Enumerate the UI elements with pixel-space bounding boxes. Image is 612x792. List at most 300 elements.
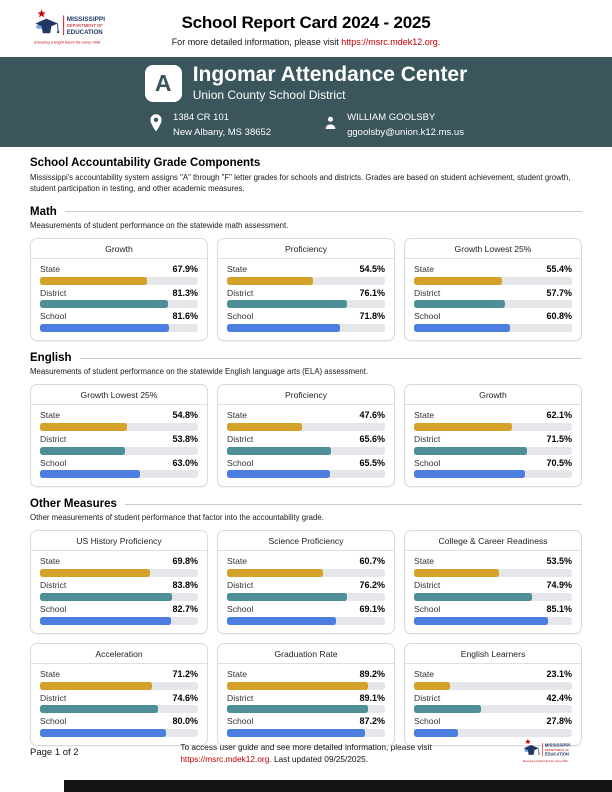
metric-head — [40, 410, 198, 421]
metric-head — [40, 264, 198, 275]
metric-row-school — [227, 604, 385, 625]
card-title: Growth Lowest 25% — [405, 239, 581, 259]
metric-bar-track — [227, 324, 385, 332]
location-pin-icon — [148, 113, 164, 138]
metric-value: 82.7% — [172, 603, 198, 614]
metric-bar-fill — [414, 300, 505, 308]
section-heading-english — [30, 352, 582, 364]
metric-label: School — [40, 311, 67, 322]
metric-bar-fill — [227, 300, 347, 308]
card-title: Acceleration — [31, 644, 207, 664]
address-line1: 1384 CR 101 — [173, 112, 230, 124]
metric-bar-fill — [414, 569, 499, 577]
section-heading-math — [30, 206, 582, 218]
metric-head — [227, 604, 385, 615]
metric-bar-fill — [227, 705, 368, 713]
metric-label: District — [414, 433, 441, 444]
card-body — [405, 664, 581, 745]
metric-head — [40, 716, 198, 727]
measure-card-science-proficiency — [217, 530, 395, 633]
metric-label: District — [40, 433, 67, 444]
metric-bar-fill — [40, 617, 171, 625]
metric-head — [414, 669, 572, 680]
accountability-heading: School Accountability Grade Components — [30, 157, 261, 169]
footer-note — [180, 741, 431, 765]
metric-label: School — [40, 457, 67, 468]
metric-value: 60.7% — [359, 556, 385, 567]
metric-row-state — [40, 669, 198, 690]
metric-label: School — [40, 716, 67, 727]
address-block — [148, 111, 271, 140]
metric-bar-track — [40, 470, 198, 478]
card-body — [405, 405, 581, 486]
metric-bar-fill — [414, 729, 458, 737]
metric-value: 55.4% — [546, 263, 572, 274]
metric-head — [227, 669, 385, 680]
metric-row-school — [40, 458, 198, 479]
metric-bar-fill — [414, 423, 512, 431]
metric-head — [40, 311, 198, 322]
contact-email: ggoolsby@union.k12.ms.us — [347, 126, 464, 138]
metric-row-state — [40, 556, 198, 577]
metric-bar-fill — [227, 593, 347, 601]
metric-head — [414, 311, 572, 322]
metric-row-state — [40, 410, 198, 431]
sections — [30, 206, 582, 746]
measure-card-us-history-proficiency — [30, 530, 208, 633]
metric-value: 65.5% — [359, 457, 385, 468]
footer-updated: Last updated 09/25/2025. — [271, 754, 369, 765]
metric-label: State — [414, 556, 435, 567]
mde-footer-logo — [522, 738, 584, 771]
metric-bar-fill — [227, 423, 302, 431]
metric-label: District — [227, 433, 254, 444]
metric-label: District — [40, 287, 67, 298]
metric-bar-track — [414, 705, 572, 713]
metric-bar-fill — [227, 470, 330, 478]
metric-bar-track — [414, 277, 572, 285]
metric-bar-fill — [227, 324, 340, 332]
metric-value: 81.6% — [172, 311, 198, 322]
grade-badge: A — [145, 65, 182, 102]
metric-bar-fill — [227, 617, 336, 625]
metric-value: 74.6% — [172, 692, 198, 703]
metric-label: School — [414, 603, 441, 614]
metric-value: 71.8% — [359, 311, 385, 322]
metric-value: 65.6% — [359, 433, 385, 444]
metric-label: State — [414, 668, 435, 679]
measure-card-growth — [404, 384, 582, 487]
district-name: Union County School District — [192, 88, 346, 103]
metric-bar-track — [227, 705, 385, 713]
metric-label: State — [40, 410, 61, 421]
card-body — [405, 259, 581, 340]
metric-label: State — [40, 668, 61, 679]
metric-row-district — [40, 288, 198, 309]
page-title: School Report Card 2024 - 2025 — [181, 13, 431, 32]
section-title: Other Measures — [30, 498, 117, 511]
metric-bar-fill — [227, 569, 323, 577]
metric-bar-track — [227, 423, 385, 431]
metric-row-district — [414, 288, 572, 309]
card-title: Growth Lowest 25% — [31, 385, 207, 405]
card-title: Graduation Rate — [218, 644, 394, 664]
metric-row-school — [40, 311, 198, 332]
section-rule — [65, 211, 582, 212]
section-rule — [80, 358, 582, 359]
measure-card-proficiency — [217, 384, 395, 487]
metric-value: 53.8% — [172, 433, 198, 444]
metric-row-state — [414, 264, 572, 285]
metric-bar-track — [414, 569, 572, 577]
metric-value: 27.8% — [546, 716, 572, 727]
metric-bar-track — [414, 617, 572, 625]
measure-card-growth-lowest-25 — [30, 384, 208, 487]
metric-value: 42.4% — [546, 692, 572, 703]
metric-bar-fill — [227, 682, 368, 690]
footer-logo-org-line1: MISSISSIPPI — [544, 742, 571, 748]
metric-row-district — [227, 434, 385, 455]
metric-label: District — [414, 580, 441, 591]
metric-head — [414, 556, 572, 567]
metric-value: 54.8% — [172, 410, 198, 421]
logo-org-line2: DEPARTMENT OF — [66, 23, 103, 29]
metric-value: 47.6% — [359, 410, 385, 421]
metric-value: 69.1% — [359, 603, 385, 614]
bottom-bar — [64, 780, 612, 792]
metric-head — [414, 288, 572, 299]
metric-bar-track — [40, 705, 198, 713]
metric-row-state — [414, 669, 572, 690]
metric-row-state — [227, 264, 385, 285]
metric-bar-fill — [414, 705, 481, 713]
accountability-description: Mississippi's accountability system assigns "A" through "F" letter grades for schools and districts. Grades are based on student achievement, student growth, student participation in testing, and other academic measures. — [30, 173, 571, 193]
contact-block — [323, 111, 464, 140]
footer-msrc-link[interactable]: https://msrc.mdek12.org. — [180, 754, 272, 765]
metric-value: 57.7% — [546, 287, 572, 298]
metric-bar-track — [414, 447, 572, 455]
metric-label: State — [414, 263, 435, 274]
metric-value: 71.5% — [546, 433, 572, 444]
metric-bar-fill — [40, 569, 150, 577]
metric-label: School — [414, 716, 441, 727]
metric-head — [40, 669, 198, 680]
card-title: US History Proficiency — [31, 531, 207, 551]
metric-bar-track — [40, 729, 198, 737]
metric-head — [414, 716, 572, 727]
metric-bar-fill — [40, 324, 169, 332]
metric-head — [414, 604, 572, 615]
banner-details — [148, 111, 464, 140]
section-english — [30, 352, 582, 487]
metric-bar-fill — [40, 682, 152, 690]
metric-label: State — [40, 556, 61, 567]
metric-label: District — [227, 692, 254, 703]
metric-label: District — [227, 287, 254, 298]
section-description: Other measurements of student performance that factor into the accountability grade. — [30, 513, 324, 523]
logo-org-line3: EDUCATION — [66, 28, 103, 36]
metric-label: District — [414, 692, 441, 703]
metric-bar-fill — [227, 729, 365, 737]
metric-bar-fill — [40, 447, 125, 455]
report-body — [0, 157, 612, 746]
metric-bar-track — [414, 593, 572, 601]
metric-row-school — [227, 716, 385, 737]
section-math — [30, 206, 582, 341]
metric-row-district — [227, 580, 385, 601]
metric-value: 67.9% — [172, 263, 198, 274]
footer-logo-org-line2: DEPARTMENT OF — [544, 747, 570, 752]
card-title: Proficiency — [218, 239, 394, 259]
metric-head — [414, 693, 572, 704]
metric-label: School — [227, 716, 254, 727]
metric-row-school — [414, 311, 572, 332]
metric-bar-fill — [40, 423, 127, 431]
metric-label: District — [40, 580, 67, 591]
metric-head — [227, 434, 385, 445]
footer-note-line1: To access user guide and see more detailed information, please visit — [180, 742, 432, 752]
metric-head — [414, 458, 572, 469]
footer-logo-org-line3: EDUCATION — [544, 751, 569, 757]
metric-bar-track — [40, 593, 198, 601]
metric-head — [40, 458, 198, 469]
card-title: Science Proficiency — [218, 531, 394, 551]
section-description: Measurements of student performance on the statewide English language arts (ELA) assessment. — [30, 367, 369, 377]
person-icon — [323, 114, 338, 137]
metric-bar-track — [227, 593, 385, 601]
metric-value: 60.8% — [546, 311, 572, 322]
metric-row-state — [227, 556, 385, 577]
metric-row-district — [40, 434, 198, 455]
section-rule — [125, 504, 582, 505]
section-description: Measurements of student performance on the statewide math assessment. — [30, 220, 289, 230]
metric-row-school — [227, 458, 385, 479]
card-body — [31, 405, 207, 486]
metric-head — [40, 604, 198, 615]
metric-bar-fill — [414, 470, 525, 478]
metric-bar-track — [414, 682, 572, 690]
metric-bar-track — [227, 447, 385, 455]
metric-value: 71.2% — [172, 668, 198, 679]
card-grid — [30, 530, 582, 746]
address-line2: New Albany, MS 38652 — [173, 126, 272, 138]
metric-bar-fill — [414, 682, 450, 690]
measure-card-acceleration — [30, 643, 208, 746]
metric-label: State — [414, 410, 435, 421]
metric-value: 62.1% — [546, 410, 572, 421]
metric-bar-fill — [414, 617, 548, 625]
metric-bar-fill — [40, 300, 168, 308]
section-title: English — [30, 352, 72, 365]
metric-head — [227, 716, 385, 727]
measure-card-growth-lowest-25 — [404, 238, 582, 341]
metric-bar-track — [227, 682, 385, 690]
metric-value: 63.0% — [172, 457, 198, 468]
metric-bar-fill — [40, 470, 140, 478]
school-name: Ingomar Attendance Center — [192, 63, 468, 87]
card-grid — [30, 384, 582, 487]
metric-label: State — [227, 410, 248, 421]
measure-card-english-learners — [404, 643, 582, 746]
contact-name: WILLIAM GOOLSBY — [347, 112, 436, 124]
metric-bar-track — [227, 277, 385, 285]
metric-bar-track — [40, 300, 198, 308]
page-number: Page 1 of 2 — [30, 747, 79, 758]
metric-head — [40, 580, 198, 591]
metric-label: School — [414, 311, 441, 322]
metric-row-district — [414, 693, 572, 714]
metric-label: District — [40, 692, 67, 703]
metric-row-state — [227, 410, 385, 431]
metric-head — [227, 311, 385, 322]
metric-label: School — [227, 457, 254, 468]
metric-bar-fill — [414, 277, 502, 285]
metric-head — [414, 264, 572, 275]
card-title: College & Career Readiness — [405, 531, 581, 551]
section-title: Math — [30, 205, 57, 218]
metric-value: 83.8% — [172, 580, 198, 591]
metric-row-state — [40, 264, 198, 285]
metric-row-state — [414, 410, 572, 431]
metric-bar-track — [227, 300, 385, 308]
metric-head — [40, 693, 198, 704]
metric-row-state — [227, 669, 385, 690]
metric-bar-track — [227, 729, 385, 737]
metric-row-school — [40, 604, 198, 625]
metric-bar-track — [40, 682, 198, 690]
card-body — [218, 405, 394, 486]
metric-row-district — [40, 580, 198, 601]
metric-head — [227, 556, 385, 567]
card-title: Proficiency — [218, 385, 394, 405]
metric-head — [40, 556, 198, 567]
metric-bar-fill — [40, 705, 158, 713]
metric-bar-track — [414, 324, 572, 332]
metric-head — [414, 434, 572, 445]
metric-row-district — [414, 580, 572, 601]
metric-row-school — [40, 716, 198, 737]
card-body — [218, 551, 394, 632]
metric-bar-track — [414, 729, 572, 737]
card-body — [218, 259, 394, 340]
metric-value: 89.2% — [359, 668, 385, 679]
metric-bar-fill — [40, 729, 166, 737]
metric-bar-fill — [40, 277, 147, 285]
metric-label: School — [414, 457, 441, 468]
metric-label: School — [227, 603, 254, 614]
subtitle-text: For more detailed information, please visit — [171, 37, 342, 47]
metric-bar-track — [40, 617, 198, 625]
footer-logo-tagline: Ensuring a bright future for every child — [522, 759, 568, 763]
metric-bar-track — [40, 324, 198, 332]
section-heading-other-measures — [30, 498, 582, 510]
metric-bar-track — [414, 470, 572, 478]
metric-label: School — [40, 603, 67, 614]
metric-row-school — [414, 604, 572, 625]
metric-label: State — [227, 556, 248, 567]
metric-value: 70.5% — [546, 457, 572, 468]
page-header — [0, 0, 612, 57]
metric-label: State — [227, 263, 248, 274]
metric-row-school — [414, 716, 572, 737]
metric-bar-fill — [414, 593, 532, 601]
metric-head — [414, 580, 572, 591]
metric-bar-fill — [414, 324, 510, 332]
metric-head — [414, 410, 572, 421]
metric-value: 85.1% — [546, 603, 572, 614]
metric-value: 69.8% — [172, 556, 198, 567]
card-body — [405, 551, 581, 632]
page-footer — [0, 738, 612, 772]
metric-row-district — [227, 288, 385, 309]
metric-row-school — [414, 458, 572, 479]
metric-label: District — [414, 287, 441, 298]
metric-bar-fill — [227, 447, 331, 455]
metric-row-district — [40, 693, 198, 714]
metric-value: 89.1% — [359, 692, 385, 703]
measure-card-graduation-rate — [217, 643, 395, 746]
metric-value: 76.2% — [359, 580, 385, 591]
metric-value: 80.0% — [172, 716, 198, 727]
metric-head — [227, 458, 385, 469]
metric-bar-fill — [414, 447, 527, 455]
metric-bar-track — [227, 470, 385, 478]
metric-head — [227, 693, 385, 704]
metric-head — [227, 264, 385, 275]
logo-tagline: Ensuring a bright future for every child — [34, 39, 101, 45]
metric-bar-track — [40, 447, 198, 455]
measure-card-growth — [30, 238, 208, 341]
card-grid — [30, 238, 582, 341]
mde-footer-logo-graphic — [522, 738, 584, 766]
section-other-measures — [30, 498, 582, 746]
metric-bar-fill — [40, 593, 172, 601]
metric-bar-track — [40, 423, 198, 431]
metric-row-school — [227, 311, 385, 332]
metric-value: 53.5% — [546, 556, 572, 567]
mde-logo-graphic — [33, 8, 125, 50]
card-body — [218, 664, 394, 745]
metric-label: District — [227, 580, 254, 591]
metric-value: 76.1% — [359, 287, 385, 298]
card-body — [31, 664, 207, 745]
metric-bar-track — [227, 569, 385, 577]
metric-head — [40, 434, 198, 445]
metric-bar-fill — [227, 277, 313, 285]
school-banner — [0, 57, 612, 147]
metric-value: 23.1% — [546, 668, 572, 679]
mde-logo — [33, 8, 125, 55]
metric-row-district — [414, 434, 572, 455]
metric-value: 81.3% — [172, 287, 198, 298]
card-body — [31, 259, 207, 340]
metric-label: School — [227, 311, 254, 322]
metric-row-district — [227, 693, 385, 714]
metric-head — [40, 288, 198, 299]
msrc-link[interactable]: https://msrc.mdek12.org. — [341, 37, 441, 47]
metric-bar-track — [414, 423, 572, 431]
metric-value: 74.9% — [546, 580, 572, 591]
logo-org-line1: MISSISSIPPI — [66, 16, 106, 24]
metric-head — [227, 580, 385, 591]
card-title: Growth — [31, 239, 207, 259]
card-title: Growth — [405, 385, 581, 405]
metric-head — [227, 288, 385, 299]
metric-label: State — [227, 668, 248, 679]
metric-bar-track — [40, 277, 198, 285]
metric-bar-track — [227, 617, 385, 625]
banner-identity — [145, 64, 468, 102]
